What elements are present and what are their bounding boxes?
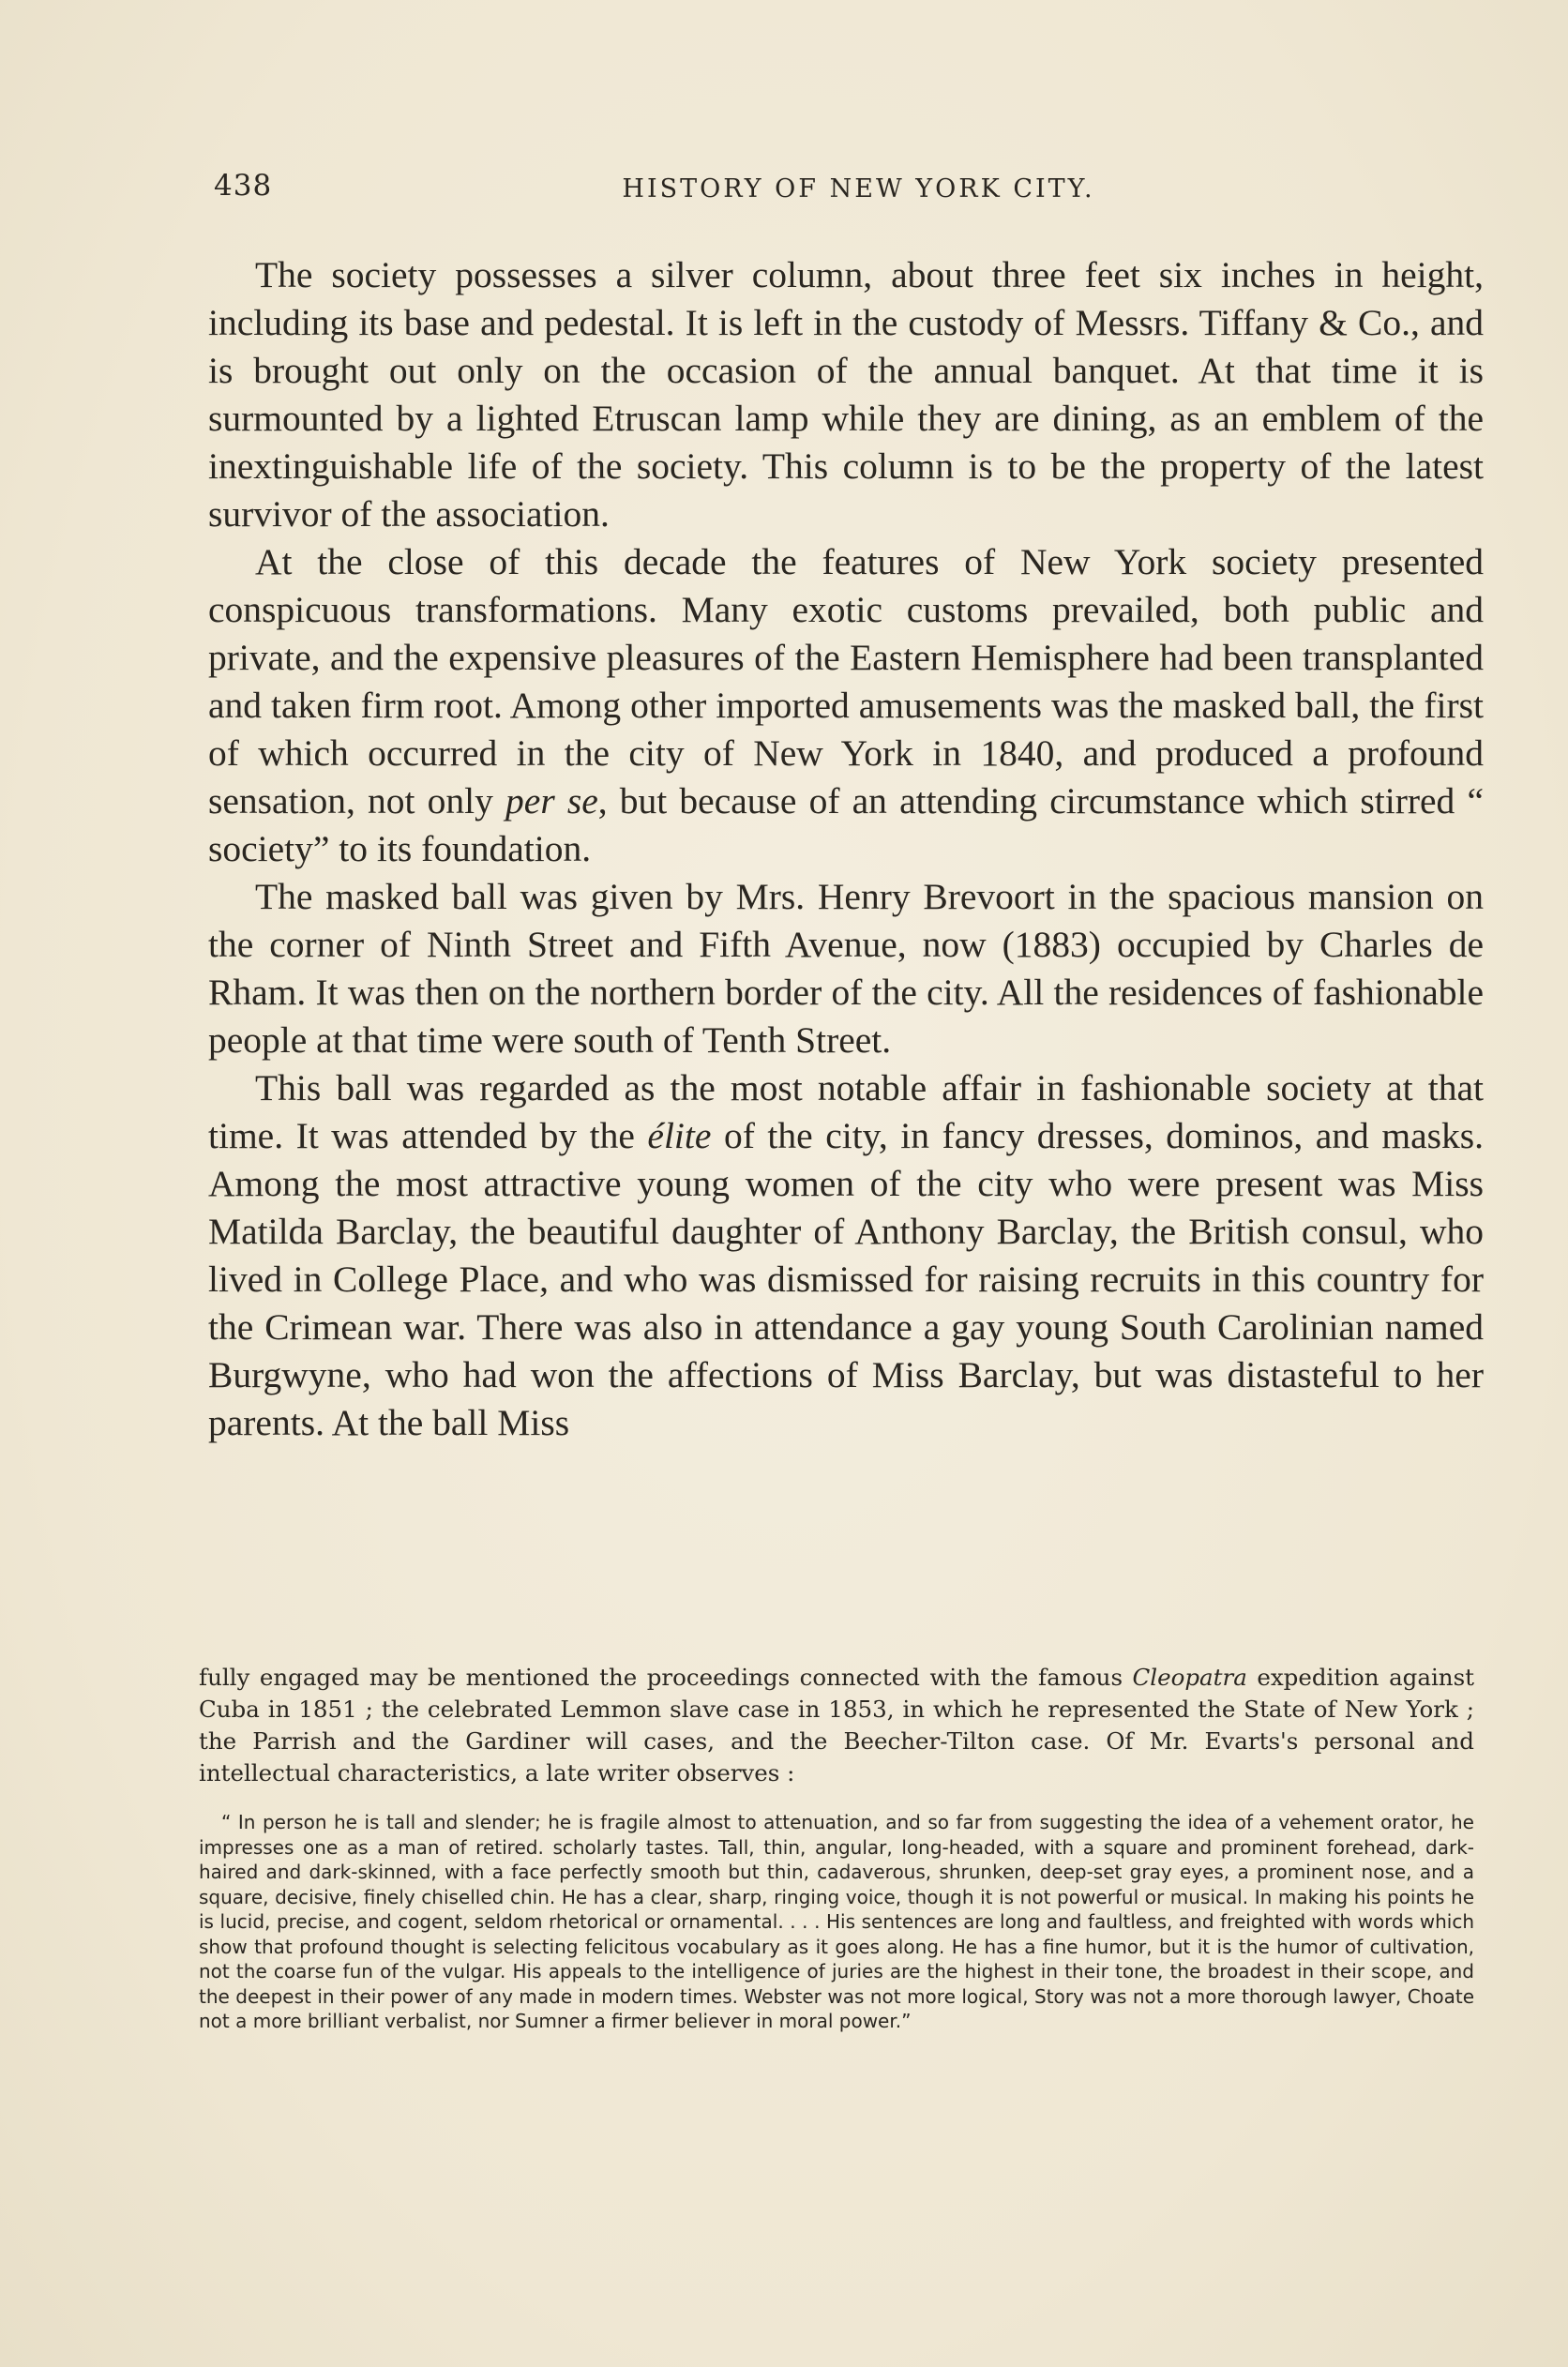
paragraph-4 — [208, 1064, 1484, 1447]
paragraph-3: The masked ball was given by Mrs. Henry Brevoort in the spacious mansion on the corner of Ninth Street and Fifth Avenue, now (1883) occupied by Charles de Rham. It was then on the northern border of the city. All the residences of fashionable people at that time were south of Tenth Street. — [208, 876, 1484, 1061]
footnote-paragraph — [199, 1662, 1474, 1789]
footnote-italic: Cleopatra — [1132, 1664, 1247, 1691]
running-title: HISTORY OF NEW YORK CITY. — [622, 174, 1095, 204]
footnote-text-b: expedition against Cuba in 1851 ; the celebrated Lemmon slave case in 1853, in which he represented the State of New York ; the Parrish and the Gardiner will cases, and the Beecher-Tilton case. Of Mr. Evarts's personal and intellectual characteristics, a late writer observes : — [199, 1664, 1475, 1787]
main-text — [208, 251, 1484, 1447]
paragraph-4-italic: élite — [647, 1115, 712, 1156]
page-number: 438 — [214, 169, 273, 203]
paragraph-2-text-b: , but because of an attending circumstance which stirred “ society” to its foundation. — [208, 780, 1484, 869]
footnote — [199, 1662, 1474, 2034]
paragraph-2-text-a: At the close of this decade the features of New York society presented conspicuous transformations. Many exotic customs prevailed, both public and private, and the expensive pleasures of the Eastern Hemisphere had been transplanted and taken firm root. Among other imported amusements was the masked ball, the first of which occurred in the city of New York in 1840, and produced a profound sensation, not only — [208, 541, 1484, 822]
paragraph-4-text-a: This ball was regarded as the most notable affair in fashionable society at that time. It was attended by the — [208, 1067, 1484, 1156]
paragraph-1: The society possesses a silver column, about three feet six inches in height, including its base and pedestal. It is left in the custody of Messrs. Tiffany & Co., and is brought out only on the occasion of the annual banquet. At that time it is surmounted by a lighted Etruscan lamp while they are dining, as an emblem of the inextinguishable life of the society. This column is to be the property of the latest survivor of the association. — [208, 254, 1484, 535]
footnote-quote: “ In person he is tall and slender; he is fragile almost to attenuation, and so far from suggesting the idea of a vehement orator, he impresses one as a man of retired. scholarly tastes. Tall, thin, angular, long-headed, with a square and prominent forehead, dark-haired and dark-skinned, with a face perfectly smooth but thin, cadaverous, shrunken, deep-set gray eyes, a prominent nose, and a square, decisive, finely chiselled chin. He has a clear, sharp, ringing voice, though it is not powerful or musical. In making his points he is lucid, precise, and cogent, seldom rhetorical or ornamental. . . . His sentences are long and faultless, and freighted with words which show that profound thought is selecting felicitous vocabulary as it goes along. He has a fine humor, but it is the humor of cultivation, not the coarse fun of the vulgar. His appeals to the intelligence of juries are the highest in their tone, the broadest in their scope, and the deepest in their power of any made in modern times. Webster was not more logical, Story was not a more thorough lawyer, Choate not a more brilliant verbalist, nor Sumner a firmer believer in moral power.” — [199, 1811, 1474, 2032]
footnote-text-a: fully engaged may be mentioned the proceedings connected with the famous — [199, 1664, 1133, 1691]
paragraph-2-italic: per se — [505, 780, 598, 822]
page-header — [214, 169, 1466, 216]
paragraph-4-text-b: of the city, in fancy dresses, dominos, and masks. Among the most attractive young women of the city who were present was Miss Matilda Barclay, the beautiful daughter of Anthony Barclay, the British consul, who lived in College Place, and who was dismissed for raising recruits in this country for the Crimean war. There was also in attendance a gay young South Carolinian named Burgwyne, who had won the affections of Miss Barclay, but was distasteful to her parents. At the ball Miss — [208, 1115, 1484, 1443]
paragraph-2 — [208, 538, 1484, 873]
